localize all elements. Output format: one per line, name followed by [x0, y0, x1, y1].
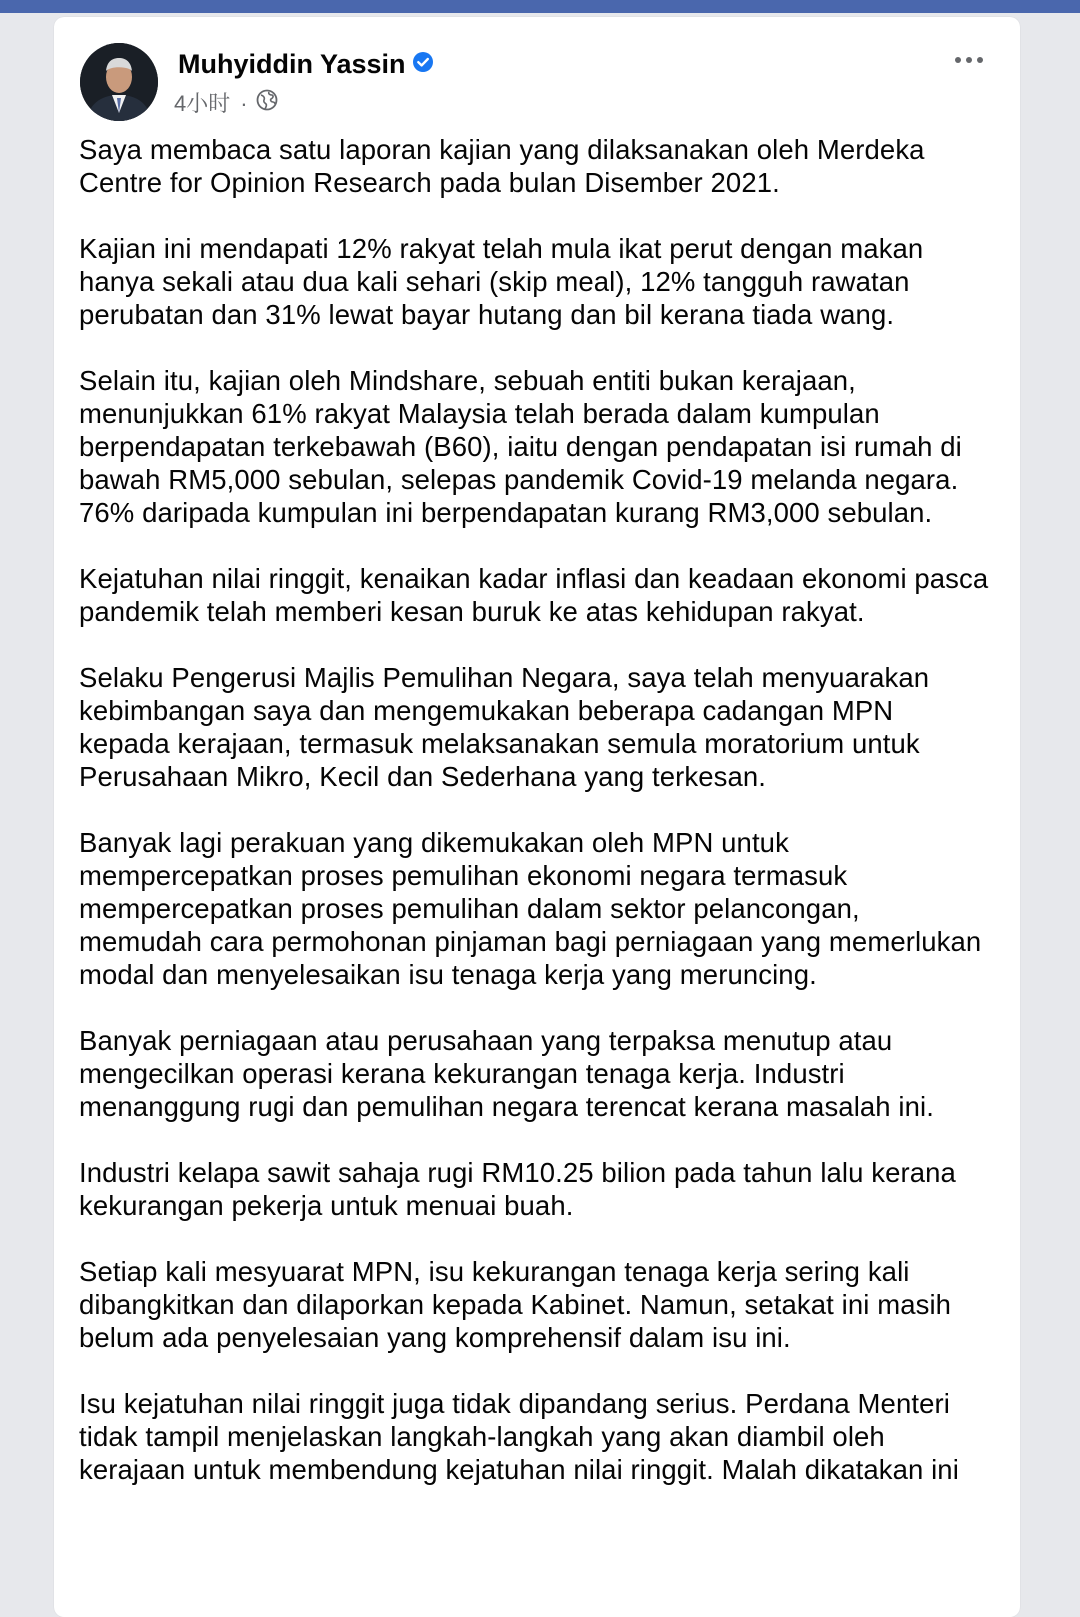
- post-paragraph-8: Industri kelapa sawit sahaja rugi RM10.25 bilion pada tahun lalu kerana kekurangan pekerja untuk menuai buah.: [79, 1157, 956, 1221]
- post-paragraph-10: Isu kejatuhan nilai ringgit juga tidak dipandang serius. Perdana Menteri tidak tampil menjelaskan langkah-langkah yang akan diambil oleh kerajaan untuk membendung kejatuhan nilai ringgit. Malah dikatakan ini: [79, 1388, 959, 1485]
- post-paragraph-2: Kajian ini mendapati 12% rakyat telah mula ikat perut dengan makan hanya sekali atau dua kali sehari (skip meal), 12% tangguh rawatan perubatan dan 31% lewat bayar hutang dan bil kerana tiada wang.: [79, 233, 924, 330]
- meta-separator: ·: [240, 91, 248, 116]
- post-paragraph-9: Setiap kali mesyuarat MPN, isu kekurangan tenaga kerja sering kali dibangkitkan dan dilaporkan kepada Kabinet. Namun, setakat ini masih belum ada penyelesaian yang komprehensif dalam isu ini.: [79, 1256, 952, 1353]
- app-top-bar: [0, 0, 1080, 13]
- post-paragraph-6: Banyak lagi perakuan yang dikemukakan oleh MPN untuk mempercepatkan proses pemulihan ekonomi negara termasuk mempercepatkan proses pemulihan dalam sektor pelancongan, memudah cara permohonan pinjaman bagi perniagaan yang memerlukan modal dan menyelesaikan isu tenaga kerja yang meruncing.: [79, 827, 982, 990]
- verified-badge-icon: [412, 47, 434, 81]
- author-name[interactable]: [178, 47, 434, 83]
- globe-icon[interactable]: [256, 89, 278, 119]
- post-paragraph-1: Saya membaca satu laporan kajian yang dilaksanakan oleh Merdeka Centre for Opinion Research pada bulan Disember 2021.: [79, 134, 925, 198]
- more-options-icon[interactable]: [952, 53, 986, 67]
- post-card: [54, 17, 1020, 1617]
- post-paragraph-5: Selaku Pengerusi Majlis Pemulihan Negara, saya telah menyuarakan kebimbangan saya dan mengemukakan beberapa cadangan MPN kepada kerajaan, termasuk melaksanakan semula moratorium untuk Perusahaan Mikro, Kecil dan Sederhana yang terkesan.: [79, 662, 930, 792]
- post-body: [79, 133, 989, 1519]
- post-paragraph-4: Kejatuhan nilai ringgit, kenaikan kadar inflasi dan keadaan ekonomi pasca pandemik telah memberi kesan buruk ke atas kehidupan rakyat.: [79, 563, 989, 627]
- post-paragraph-3: Selain itu, kajian oleh Mindshare, sebuah entiti bukan kerajaan, menunjukkan 61% rakyat Malaysia telah berada dalam kumpulan berpendapatan terkebawah (B60), iaitu dengan pendapatan isi rumah di bawah RM5,000 sebulan, selepas pandemik Covid-19 melanda negara. 76% daripada kumpulan ini berpendapatan kurang RM3,000 sebulan.: [79, 365, 962, 528]
- avatar[interactable]: [80, 43, 158, 121]
- post-paragraph-7: Banyak perniagaan atau perusahaan yang terpaksa menutup atau mengecilkan operasi kerana kekurangan tenaga kerja. Industri menanggung rugi dan pemulihan negara terencat kerana masalah ini.: [79, 1025, 934, 1122]
- post-timestamp[interactable]: 4小时: [174, 91, 231, 116]
- author-name-text[interactable]: Muhyiddin Yassin: [178, 49, 406, 79]
- post-meta: [174, 89, 278, 119]
